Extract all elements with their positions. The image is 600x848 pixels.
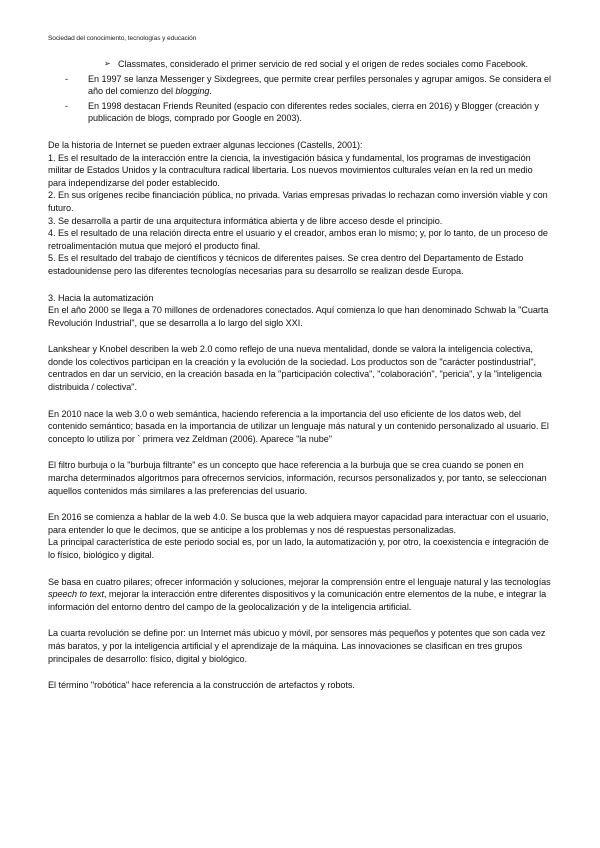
lesson-4: 4. Es el resultado de una relación directa entre el usuario y el creador, ambos eran lo mismo; y, por lo tanto, de un proceso de retroalimentación mutua que mejoró el producto final. (48, 228, 548, 251)
list-item-text (88, 73, 553, 98)
list-item-1998 (65, 100, 553, 125)
paragraph-emphasis: speech to text (48, 589, 104, 600)
paragraph: En el año 2000 se llega a 70 millones de ordenadores conectados. Aquí comienza lo que han denominado Schwab la "Cuarta Revolución Industrial", que se desarrolla a lo largo del siglo XXI. (48, 305, 549, 328)
arrow-bullet-icon: ➢ (104, 59, 111, 68)
paragraph: En 2016 se comienza a hablar de la web 4.0. Se busca que la web adquiera mayor capacidad para interactuar con el usuario, para entender lo que le decimos, que se anticipe a los problemas y nos dé respuestas personalizadas. (48, 512, 549, 535)
page-header: Sociedad del conocimiento, tecnologías y educación (48, 35, 197, 42)
lesson-1: 1. Es el resultado de la interacción entre la ciencia, la investigación básica y fundamental, los programas de investigación militar de Estados Unidos y la contracultura radical libertaria. Los nuevos movimientos culturales veían en la red un medio para independizarse del poder establecido. (48, 152, 533, 188)
paragraph: En 2010 nace la web 3.0 o web semántica, haciendo referencia a la importancia del uso eficiente de los datos web, del contenido semántico; basada en la importancia de utilizar un lenguaje más natural y un contenido personalizado al usuario. El concepto lo utiliza por ` primera vez Zeldman (2006). Aparece "la nube" (48, 408, 549, 444)
lesson-3: 3. Se desarrolla a partir de una arquitectura informática abierta y de libre acceso desde el principio. (48, 215, 443, 226)
paragraph: El filtro burbuja o la "burbuja filtrante" es un concepto que hace referencia a la burbuja que se crea cuando se ponen en marcha determinados algoritmos para ofrecernos servicios, información, recursos personalizados y, por tanto, se seleccionan aquellos contenidos más similares a las preferencias del usuario. (48, 460, 547, 496)
list-item-1997 (65, 73, 553, 98)
list-item-emphasis: blogging (175, 86, 210, 97)
paragraph-text-part: Se basa en cuatro pilares; ofrecer información y soluciones, mejorar la comprensión entre el lenguaje natural y las tecnologías (48, 576, 551, 587)
paragraph (48, 576, 553, 614)
paragraph: Lankshear y Knobel describen la web 2.0 como reflejo de una nueva mentalidad, donde se valora la inteligencia colectiva, donde los colectivos participan en la creación y la evolución de la sociedad. Los productos son de "carácter postindustrial", centrados en dar un servicio, en la creación basada en la "participación colectiva", "colaboración", "pericia", y la "inteligencia distribuida / colectiva". (48, 344, 542, 393)
paragraph: La cuarta revolución se define por: un Internet más ubicuo y móvil, por sensores más pequeños y potentes que son cada vez más baratos, y por la inteligencia artificial y el aprendizaje de la máquina. Las innovaciones se clasifican en tres grupos principales de desarrollo: físico, digital y biológico. (48, 628, 546, 664)
list-item-text: Classmates, considerado el primer servicio de red social y el origen de redes sociales como Facebook. (118, 59, 528, 69)
dash-bullet-icon: - (65, 73, 68, 84)
list-item-text-part: . (209, 86, 212, 97)
list-item-text-part: En 1997 se lanza Messenger y Sixdegrees, que permite crear perfiles personales y agrupar amigos. Se considera el año del comienzo del (88, 73, 551, 97)
paragraph-text-part: , mejorar la interacción entre diferentes dispositivos y la comunicación entre elementos de la nube, e integrar la información del entorno dentro del campo de la geolocalización y de la inteligencia artificial. (48, 589, 547, 612)
list-item-classmates (104, 58, 553, 71)
lessons-intro: De la historia de Internet se pueden extraer algunas lecciones (Castells, 2001): (48, 139, 363, 150)
lesson-5: 5. Es el resultado del trabajo de científicos y técnicos de diferentes países. Se crea dentro del Departamento de Estado estadounidense pero las diferentes tecnologías necesarias para su desarrollo se realizan desde Europa. (48, 253, 524, 276)
paragraph: El término "robótica" hace referencia a la construcción de artefactos y robots. (48, 680, 355, 691)
list-item-text: En 1998 destacan Friends Reunited (espacio con diferentes redes sociales, cierra en 2016) y Blogger (creación y publicación de blogs, comprado por Google en 2003). (88, 100, 539, 124)
dash-bullet-icon: - (65, 100, 68, 111)
paragraph: La principal característica de este periodo social es, por un lado, la automatización y, por otro, la coexistencia e integración de lo físico, biológico y digital. (48, 537, 549, 560)
document-body (48, 58, 553, 692)
section-heading: 3. Hacia la automatización (48, 292, 154, 303)
lesson-2: 2. En sus orígenes recibe financiación pública, no privada. Varias empresas privadas lo rechazan como inversión viable y con futuro. (48, 190, 548, 213)
